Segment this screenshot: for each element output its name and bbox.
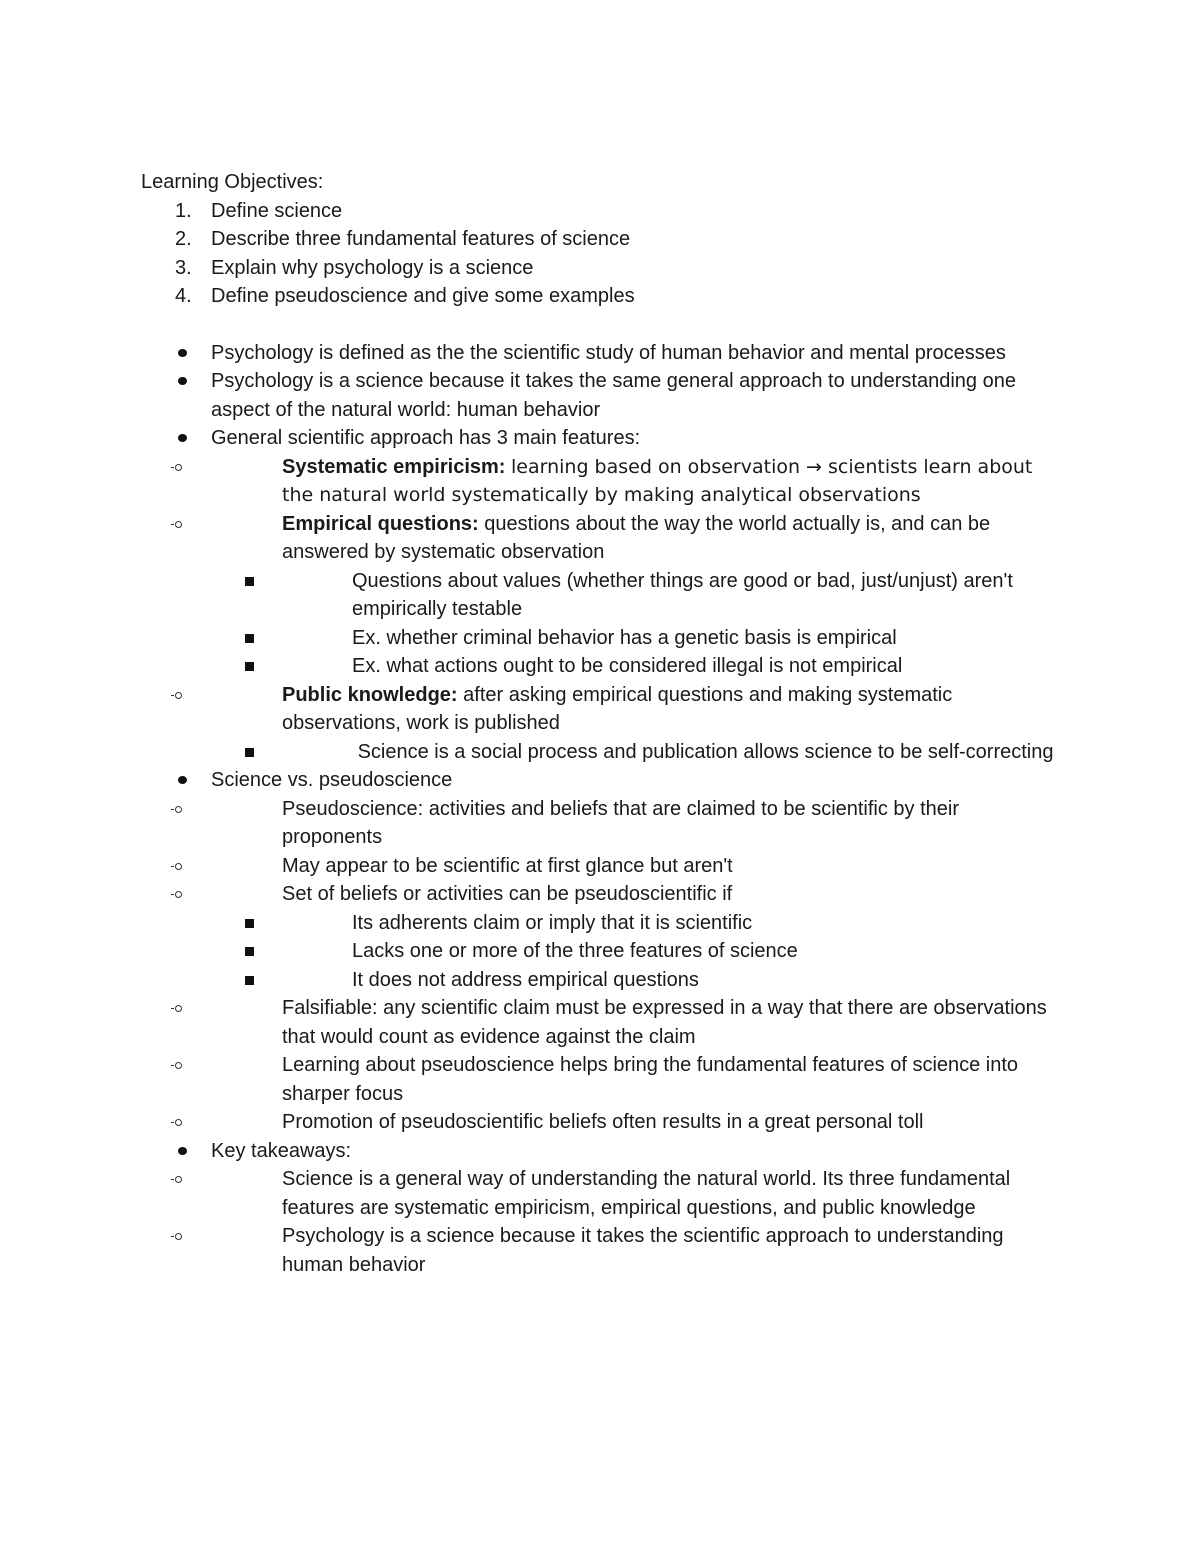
- list-item: [211, 1222, 1061, 1279]
- list-item: [141, 424, 1061, 766]
- objective-item: [141, 197, 1061, 226]
- filled-square-bullet-icon: [245, 662, 254, 671]
- filled-square-bullet-icon: [245, 976, 254, 985]
- note-text: Key takeaways:: [211, 1139, 352, 1162]
- list-item: [141, 766, 1061, 1137]
- document-body: [141, 168, 1061, 1279]
- list-item: [282, 909, 1061, 938]
- note-text: after asking empirical questions and making systematic observations, work is published: [282, 683, 953, 734]
- filled-square-bullet-icon: [245, 919, 254, 928]
- list-number: 1.: [175, 199, 192, 222]
- hollow-circle-bullet-icon: [175, 1233, 182, 1240]
- list-item: [141, 1137, 1061, 1280]
- filled-circle-bullet-icon: [178, 776, 187, 784]
- list-item: [211, 681, 1061, 767]
- sub-list: [211, 1165, 1061, 1279]
- list-item: [282, 966, 1061, 995]
- hollow-circle-bullet-icon: [175, 891, 182, 898]
- filled-circle-bullet-icon: [178, 1147, 187, 1155]
- objective-text: Define science: [211, 199, 343, 222]
- learning-objectives-heading: Learning Objectives:: [141, 171, 324, 193]
- term-label: Systematic empiricism:: [282, 455, 506, 478]
- note-text: General scientific approach has 3 main features:: [211, 427, 641, 449]
- list-item: [211, 880, 1061, 994]
- filled-square-bullet-icon: [245, 634, 254, 643]
- list-item: [211, 994, 1061, 1051]
- list-item: [282, 567, 1061, 624]
- objective-item: [141, 254, 1061, 283]
- term-label: Empirical questions:: [282, 512, 479, 535]
- note-text: May appear to be scientific at first glance but aren't: [282, 854, 733, 877]
- note-text: Promotion of pseudoscientific beliefs often results in a great personal toll: [282, 1111, 924, 1133]
- list-item: [141, 339, 1061, 368]
- list-item: [211, 1165, 1061, 1222]
- filled-circle-bullet-icon: [178, 434, 187, 442]
- list-item: [282, 937, 1061, 966]
- filled-circle-bullet-icon: [178, 349, 187, 357]
- note-text: Pseudoscience: activities and beliefs that are claimed to be scientific by their proponents: [282, 797, 960, 848]
- sub-sub-list: [282, 567, 1061, 681]
- list-item: [282, 652, 1061, 681]
- note-text: Falsifiable: any scientific claim must be expressed in a way that there are observations that would count as evidence against the claim: [282, 997, 1047, 1048]
- term-label: Public knowledge:: [282, 683, 458, 706]
- objective-text: Explain why psychology is a science: [211, 256, 534, 279]
- list-item: [282, 738, 1061, 767]
- objectives-list: [141, 197, 1061, 311]
- sub-list: [211, 453, 1061, 767]
- list-item: [141, 367, 1061, 424]
- hollow-circle-bullet-icon: [175, 1176, 182, 1183]
- note-text: Science is a general way of understanding the natural world. Its three fundamental features are systematic empiricism, empirical questions, and public knowledge: [282, 1168, 1011, 1219]
- hollow-circle-bullet-icon: [175, 692, 182, 699]
- filled-circle-bullet-icon: [178, 377, 187, 385]
- hollow-circle-bullet-icon: [175, 863, 182, 870]
- list-item: [211, 795, 1061, 852]
- filled-square-bullet-icon: [245, 748, 254, 757]
- note-text: questions about the way the world actually is, and can be answered by systematic observation: [282, 512, 991, 563]
- note-text: Ex. what actions ought to be considered illegal is not empirical: [352, 655, 903, 677]
- list-item: [211, 1108, 1061, 1137]
- note-text: Psychology is a science because it takes the same general approach to understanding one aspect of the natural world: human behavior: [211, 370, 1016, 421]
- filled-square-bullet-icon: [245, 947, 254, 956]
- hollow-circle-bullet-icon: [175, 1062, 182, 1069]
- objective-text: Define pseudoscience and give some examples: [211, 285, 635, 307]
- list-number: 3.: [175, 256, 192, 279]
- hollow-circle-bullet-icon: [175, 1005, 182, 1012]
- list-item: [211, 453, 1061, 510]
- note-text: Science vs. pseudoscience: [211, 769, 453, 791]
- list-item: [211, 1051, 1061, 1108]
- list-item: [211, 510, 1061, 681]
- blank-line: [141, 311, 1061, 339]
- sub-sub-list: [282, 738, 1061, 767]
- note-text: Psychology is a science because it takes the scientific approach to understanding human behavior: [282, 1225, 1004, 1276]
- objective-item: [141, 225, 1061, 254]
- note-text: Questions about values (whether things are good or bad, just/unjust) aren't empirically testable: [352, 569, 1013, 620]
- note-text: Learning about pseudoscience helps bring the fundamental features of science into sharper focus: [282, 1054, 1019, 1105]
- objective-text: Describe three fundamental features of science: [211, 228, 631, 250]
- hollow-circle-bullet-icon: [175, 1119, 182, 1126]
- note-text: Ex. whether criminal behavior has a genetic basis is empirical: [352, 626, 897, 649]
- note-text: It does not address empirical questions: [352, 968, 699, 991]
- list-number: 4.: [175, 285, 192, 307]
- hollow-circle-bullet-icon: [175, 806, 182, 813]
- hollow-circle-bullet-icon: [175, 464, 182, 471]
- note-text: Its adherents claim or imply that it is scientific: [352, 911, 753, 934]
- note-text: learning based on observation → scientists learn about the natural world systematically by making analytical observations: [282, 455, 1033, 506]
- notes-list: [141, 339, 1061, 1280]
- objective-item: [141, 282, 1061, 311]
- note-text: Science is a social process and publication allows science to be self-correcting: [352, 740, 1054, 763]
- note-text: Set of beliefs or activities can be pseudoscientific if: [282, 883, 733, 905]
- note-text: Psychology is defined as the the scientific study of human behavior and mental processes: [211, 341, 1006, 364]
- hollow-circle-bullet-icon: [175, 521, 182, 528]
- sub-list: [211, 795, 1061, 1137]
- note-text: Lacks one or more of the three features of science: [352, 940, 798, 962]
- list-number: 2.: [175, 228, 192, 250]
- sub-sub-list: [282, 909, 1061, 995]
- filled-square-bullet-icon: [245, 577, 254, 586]
- list-item: [211, 852, 1061, 881]
- list-item: [282, 624, 1061, 653]
